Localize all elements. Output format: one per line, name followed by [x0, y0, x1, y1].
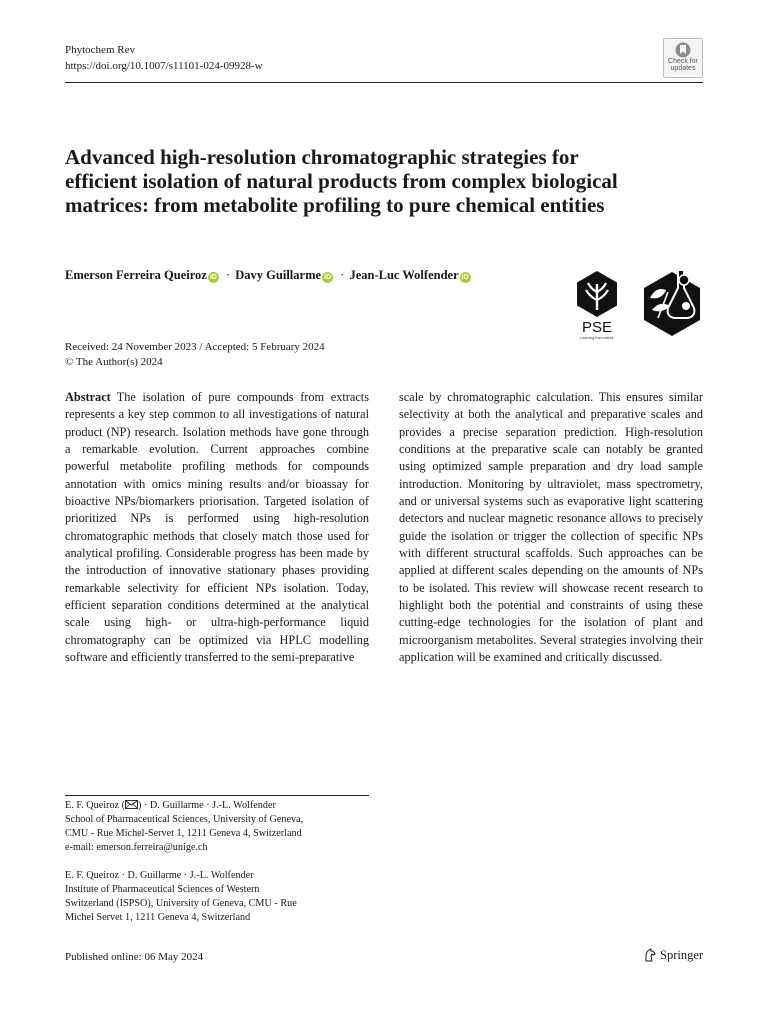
publisher-name: Springer [660, 948, 704, 962]
published-online-date: Published online: 06 May 2024 [65, 951, 204, 963]
affil2-line-2: Institute of Pharmaceutical Sciences of Western [65, 884, 260, 895]
footnote-divider [65, 795, 369, 796]
author-list [65, 268, 473, 283]
author-separator: · [340, 268, 345, 282]
pse-logo [572, 270, 622, 340]
abstract-text-left: The isolation of pure compounds from extracts represents a key step common to all investigations of natural product (NP) research. Isolation methods have gone through a remarkable evolution. Current approaches combine powerful metabolite profiling methods for compounds annotation with omics mining results and/or bioassay for bioactive NPs/biomarkers priorisation. Targeted isolation of prioritized NPs is performed using high-resolution chromatographic methods that closely match those used for analytical profiling. Considerable progress has been made by the introduction of innovative stationary phases providing remarkable selectivity for efficient NPs isolation. Today, efficient separation conditions determined at the analytical scale using high- or ultra-high-performance liquid chromatography can be optimized via HPLC modelling software and efficiently transferred to the semi-preparative [65, 390, 369, 665]
check-for-updates-badge[interactable] [663, 38, 703, 78]
author-name[interactable]: Davy Guillarme [235, 268, 322, 282]
orcid-icon[interactable]: iD [209, 274, 217, 281]
phytochemistry-logo [638, 268, 706, 338]
journal-name: Phytochem Rev [65, 44, 135, 56]
badge-line-1: Check for [668, 58, 698, 65]
abstract-heading: Abstract [65, 390, 111, 404]
received-accepted-dates: Received: 24 November 2023 / Accepted: 5 February 2024 [65, 341, 325, 353]
affil2-line-1: E. F. Queiroz · D. Guillarme · J.-L. Wolfender [65, 870, 254, 881]
corresponding-email[interactable]: e-mail: emerson.ferreira@unige.ch [65, 842, 208, 853]
affil1-line-3: CMU - Rue Michel-Servet 1, 1211 Geneva 4, Switzerland [65, 828, 302, 839]
affil1-authors-b: ) · D. Guillarme · J.-L. Wolfender [138, 800, 276, 811]
article-dates [65, 340, 325, 370]
crossmark-icon [675, 42, 691, 58]
doi-link[interactable]: https://doi.org/10.1007/s11101-024-09928-w [65, 60, 263, 72]
header-divider [65, 82, 703, 83]
envelope-icon[interactable] [125, 800, 138, 809]
affil1-line-2: School of Pharmaceutical Sciences, University of Geneva, [65, 814, 304, 825]
affil2-line-3: Switzerland (ISPSO), University of Geneva, CMU - Rue [65, 898, 297, 909]
affiliation-block-2 [65, 869, 369, 925]
affil1-authors-a: E. F. Queiroz ( [65, 800, 126, 811]
article-title: Advanced high-resolution chromatographic strategies for efficient isolation of natural products from complex biological matrices: from metabolite profiling to pure chemical entities [65, 145, 618, 217]
copyright-line: © The Author(s) 2024 [65, 356, 163, 368]
pse-logo-tagline: Learning from nature [580, 336, 614, 340]
affil2-line-4: Michel Servet 1, 1211 Geneva 4, Switzerland [65, 912, 251, 923]
badge-line-2: updates [670, 65, 696, 72]
abstract-column-right: scale by chromatographic calculation. This ensures similar selectivity at both the analytical and preparative scales and provides a precise separation prediction. High-resolution conditions at the preparative scale can notably be granted using optimized sample preparation and dry load sample introduction. Monitoring by ultraviolet, mass spectrometry, and or universal systems such as evaporative light scattering detectors and nuclear magnetic resonance allows to precisely guide the isolation or trigger the collection of specific NPs with different structural scaffolds. Such approaches can be applied at different scales depending on the amounts of NPs to be isolated. This review will showcase recent research to highlight both the potential and constraints of using these cutting-edge technologies for the isolation of plant and microorganism metabolites. Several strategies involving their application will be examined and critically discussed. [399, 390, 703, 665]
abstract-column-left [65, 389, 369, 667]
author-separator: · [225, 268, 231, 282]
author-name[interactable]: Jean-Luc Wolfender [349, 268, 459, 282]
pse-logo-text: PSE [581, 319, 613, 336]
orcid-icon[interactable]: iD [461, 274, 469, 281]
publisher-logo [643, 948, 703, 963]
orcid-icon[interactable]: iD [324, 274, 332, 281]
affiliation-block-1 [65, 799, 369, 855]
author-name[interactable]: Emerson Ferreira Queiroz [65, 268, 207, 282]
journal-header [65, 42, 263, 74]
springer-horse-icon [643, 948, 657, 962]
